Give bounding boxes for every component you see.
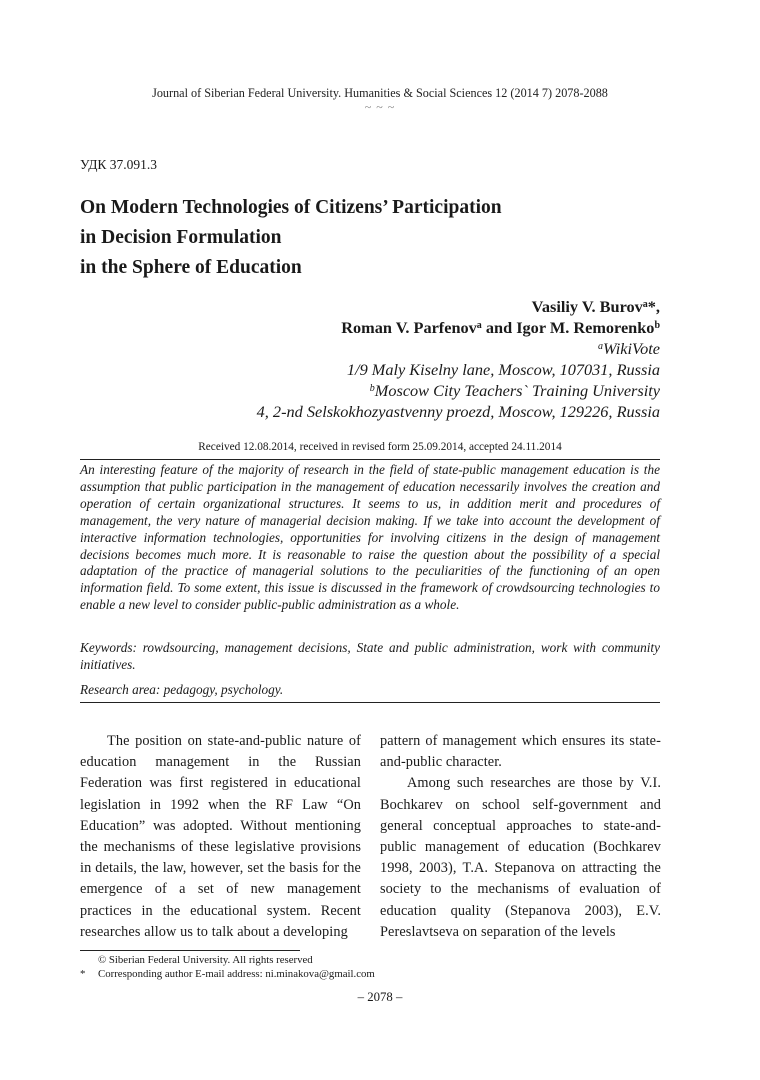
body-column-right xyxy=(380,731,661,943)
author-parfenov: Roman V. Parfenov xyxy=(341,318,477,337)
author-burov-affil: a xyxy=(642,299,648,310)
title-line-2: in Decision Formulation xyxy=(80,227,282,248)
corresponding-mark: *, xyxy=(647,297,660,316)
affiliation-b xyxy=(257,380,660,401)
header-ornament: ~ ~ ~ xyxy=(364,100,396,114)
affiliation-a-address: 1/9 Maly Kiselny lane, Moscow, 107031, Russia xyxy=(346,360,660,379)
article-title xyxy=(80,193,680,283)
authors-block xyxy=(257,296,660,422)
affiliation-a-name: WikiVote xyxy=(603,339,660,358)
page-number: – 2078 – xyxy=(357,990,403,1004)
author-burov: Vasiliy V. Burov xyxy=(531,297,643,316)
author-line-2 xyxy=(257,317,660,338)
journal-header: Journal of Siberian Federal University. Humanities & Social Sciences 12 (2014 7) 2078-2088 xyxy=(152,86,608,100)
affiliation-a-sup: a xyxy=(598,341,604,352)
udk-code: УДК 37.091.3 xyxy=(80,157,158,172)
keywords: Keywords: rowdsourcing, management decisions, State and public administration, work with community initiatives. xyxy=(80,640,660,672)
title-line-1: On Modern Technologies of Citizens’ Participation xyxy=(80,197,502,218)
affiliation-a xyxy=(257,338,660,359)
affiliation-b-sup: b xyxy=(369,383,375,394)
author-line-1 xyxy=(257,296,660,317)
body-right-paragraph-2: Among such researches are those by V.I. Bochkarev on school self-government and general conceptual approaches to state-and-public management of education (Bochkarev 1998, 2003), T.A. Stepanova on attracting the society to the mechanisms of evaluation of education quality (Stepanova 2003), E.V. Pereslavtseva on separation of the levels xyxy=(380,775,661,940)
footnote-star: * xyxy=(80,968,86,980)
footnote-copyright: © Siberian Federal University. All rights reserved xyxy=(98,954,313,966)
affiliation-b-name: Moscow City Teachers` Training University xyxy=(374,381,660,400)
received-dates: Received 12.08.2014, received in revised form 25.09.2014, accepted 24.11.2014 xyxy=(198,441,562,453)
body-column-left: The position on state-and-public nature of education management in the Russian Federation was first registered in educational legislation in 1992 when the RF Law “On Education” was adopted. Without mentioning the mechanisms of these legislative provisions in details, the law, however, set the basis for the emergence of a set of new management practices in the educational system. Recent researches allow us to talk about a developing xyxy=(80,733,361,940)
author-remorenko-affil: b xyxy=(654,320,660,331)
author-and: and xyxy=(481,318,517,337)
footnote-rule xyxy=(80,950,300,951)
abstract-top-rule xyxy=(80,459,660,460)
footnote-corresponding: Corresponding author E-mail address: ni.minakova@gmail.com xyxy=(98,968,375,980)
author-remorenko: Igor M. Remorenko xyxy=(516,318,655,337)
affiliation-b-address: 4, 2-nd Selskokhozyastvenny proezd, Moscow, 129226, Russia xyxy=(256,402,660,421)
author-parfenov-affil: a xyxy=(476,320,482,331)
title-line-3: in the Sphere of Education xyxy=(80,257,302,278)
abstract: An interesting feature of the majority of research in the field of state-public management education is the assumption that public participation in the management of education necessarily involves the creation and operation of certain organizational structures. It seems to us, in addition merit and procedures of management, the very nature of managerial decision making. If we take into account the development of interactive information technologies, opportunities for involving citizens in the design of management decisions becomes much more. It is reasonable to raise the question about the possibility of a special adaptation of the practice of managerial solutions to the peculiarities of the functioning of an open information field. To some extent, this issue is discussed in the framework of crowdsourcing technologies to enable a new level to consider public-public administration as a whole. xyxy=(80,462,660,613)
research-area: Research area: pedagogy, psychology. xyxy=(80,682,284,697)
abstract-bottom-rule xyxy=(80,702,660,703)
body-right-paragraph-1: pattern of management which ensures its state-and-public character. xyxy=(380,733,661,771)
